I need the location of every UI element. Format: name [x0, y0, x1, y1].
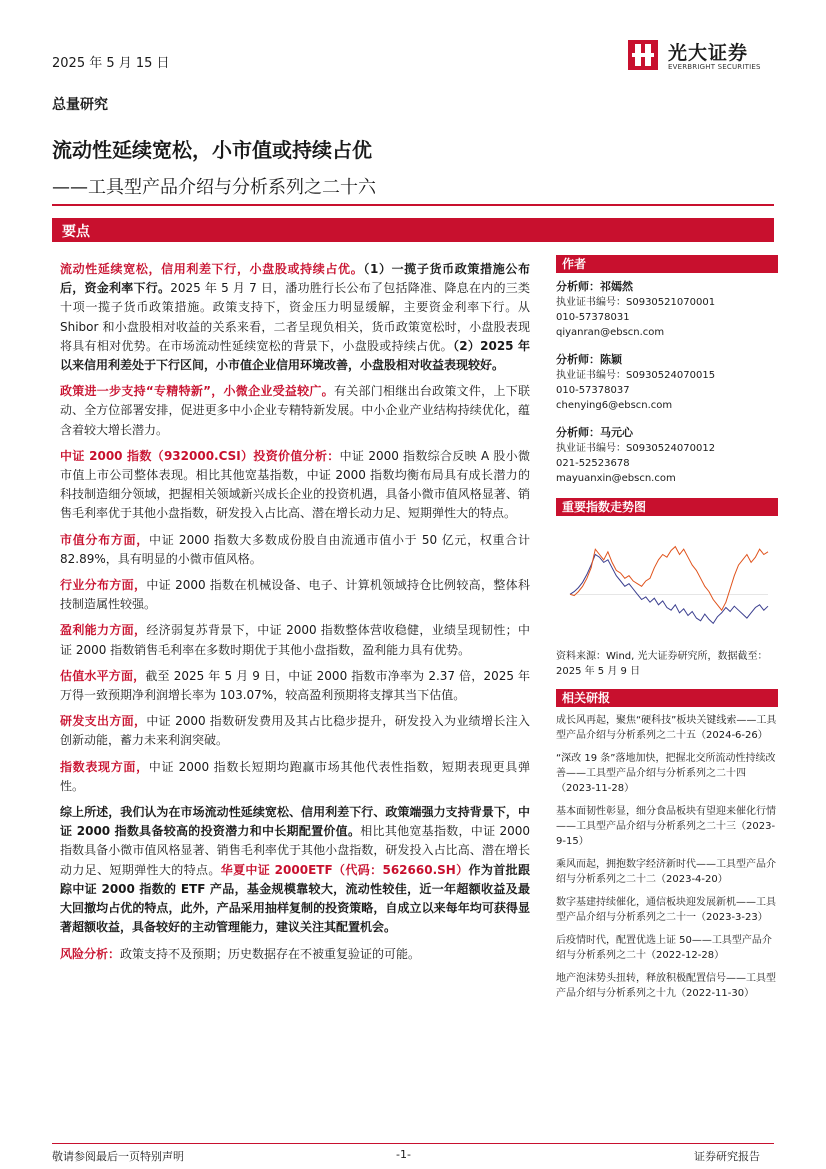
- body-text: 有关部门相继出台政策文件，上下联动、全方位部署安排，促进更多中小企业专精特新发展。中小企业产业结构持续优化，蕴含着较大增长潜力。: [60, 384, 530, 437]
- report-date: 2025 年 5 月 15 日: [52, 56, 170, 71]
- body-text: 中证 2000 指数综合反映 A 股小微市值上市公司整体表现。相比其他宽基指数，中证 2000 指数均衡布局具有成长潜力的科技制造细分领域，把握相关领域新兴成长企业的投资机遇，具备小微市值风格显著、销售毛利率优于其他小盘指数，研发投入占比高、潜在增长动力足、短期弹性大的特点。: [60, 448, 530, 521]
- analyst-name: 分析师：马元心: [556, 426, 633, 439]
- paragraph-performance: [60, 758, 530, 796]
- body-text: 经济弱复苏背景下，中证 2000 指数整体营收稳健，业绩呈现韧性；中证 2000 指数销售毛利率在多数时期优于其他小盘指数，盈利能力具有优势。: [60, 623, 530, 657]
- analyst-email[interactable]: chenying6@ebscn.com: [556, 400, 673, 411]
- body-text: 2025 年 5 月 7 日，潘功胜行长公布了包括降准、降息在内的三类十项一揽子货币政策措施。政策支持下，资金压力明显缓解，主要资金利率下行。从 Shibor 和小盘股相对收益的关系来看，二者呈现负相关，货币政策宽松时，小盘股表现将具有相对优势。在市场流动性延续宽松的背景下，小盘股或持续占优。: [60, 281, 530, 353]
- company-logo: [626, 38, 776, 78]
- main-content: [60, 260, 530, 971]
- highlight-text: 估值水平方面，: [60, 668, 146, 683]
- index-chart: [556, 522, 778, 647]
- highlight-text: 指数表现方面，: [60, 759, 149, 774]
- highlight-text: 研发支出方面，: [60, 714, 147, 729]
- analyst-name: 分析师：祁嫣然: [556, 280, 633, 293]
- related-header: 相关研报: [556, 689, 778, 707]
- paragraph-profitability: [60, 621, 530, 659]
- analyst-cert: 执业证书编号：S0930524070012: [556, 443, 716, 454]
- paragraph-policy: [60, 382, 530, 440]
- highlight-text: 流动性延续宽松，信用利差下行，小盘股或持续占优。: [60, 262, 364, 276]
- analyst-phone: 010-57378037: [556, 385, 630, 396]
- footer-divider: [52, 1143, 774, 1144]
- bold-text: （2）2025 年以来信用利差处于下行区间，小市值企业信用环境改善，小盘股相对收益表现较好。: [60, 338, 530, 373]
- paragraph-industry: [60, 576, 530, 614]
- footer-disclaimer[interactable]: 敬请参阅最后一页特别声明: [52, 1150, 184, 1163]
- paragraph-rnd: [60, 712, 530, 750]
- highlight-text: 盈利能力方面，: [60, 623, 147, 638]
- highlight-text: 政策进一步支持“专精特新”，小微企业受益较广。: [60, 384, 334, 399]
- analyst-card: [556, 425, 778, 486]
- body-text: 中证 2000 指数长短期均跑赢市场其他代表性指数，短期表现更具弹性。: [60, 759, 530, 793]
- paragraph-market-cap: [60, 531, 530, 569]
- paragraph-valuation: [60, 667, 530, 705]
- footer-report-label: 证券研究报告: [694, 1150, 760, 1163]
- page-title: 流动性延续宽松，小市值或持续占优: [52, 138, 372, 162]
- chart-source: 资料来源：Wind, 光大证券研究所，数据截至：2025 年 5 月 9 日: [556, 651, 768, 677]
- logo-name: 光大证券: [668, 42, 749, 64]
- keypoints-bar: [52, 218, 774, 242]
- related-report-link[interactable]: 地产泡沫势头扭转，释放积极配置信号——工具型产品介绍与分析系列之十九（2022-11-30）: [556, 973, 776, 999]
- analyst-card: [556, 279, 778, 340]
- header-divider: [52, 204, 774, 206]
- related-report-link[interactable]: 后疫情时代，配置优选上证 50——工具型产品介绍与分析系列之二十（2022-12-28）: [556, 935, 772, 961]
- paragraph-risk: [60, 945, 530, 964]
- report-type: 总量研究: [52, 97, 108, 113]
- paragraph-index-value: [60, 447, 530, 524]
- related-report-link[interactable]: 成长风再起，聚焦“硬科技”板块关键线索——工具型产品介绍与分析系列之二十五（2024-6-26）: [556, 715, 777, 741]
- sidebar: [556, 255, 778, 1009]
- highlight-text: 市值分布方面，: [60, 532, 149, 547]
- everbright-logo-icon: [626, 38, 660, 72]
- analyst-email[interactable]: qiyanran@ebscn.com: [556, 327, 665, 338]
- related-report-link[interactable]: 基本面韧性彰显，细分食品板块有望迎来催化行情——工具型产品介绍与分析系列之二十三（2023-9-15）: [556, 806, 776, 847]
- paragraph-liquidity: [60, 260, 530, 375]
- related-report-link[interactable]: 乘风而起，拥抱数字经济新时代——工具型产品介绍与分析系列之二十二（2023-4-20）: [556, 859, 776, 885]
- page-subtitle: ——工具型产品介绍与分析系列之二十六: [52, 177, 376, 198]
- keypoints-label: 要点: [62, 224, 90, 240]
- highlight-text: 行业分布方面，: [60, 578, 147, 593]
- body-text: 政策支持不及预期；历史数据存在不被重复验证的可能。: [120, 946, 421, 961]
- page-number: -1-: [396, 1148, 411, 1161]
- body-text: 中证 2000 指数大多数成份股自由流通市值小于 50 亿元，权重合计 82.89%，具有明显的小微市值风格。: [60, 532, 530, 566]
- highlight-text: 华夏中证 2000ETF（代码：562660.SH）: [220, 862, 469, 877]
- bold-text: （1）一揽子货币政策措施公布后，资金利率下行。: [60, 262, 530, 296]
- bold-text: 作为首批跟踪中证 2000 指数的 ETF 产品，基金规模靠较大，流动性较佳，近一年超额收益及最大回撤均占优的特点，此外，产品采用抽样复制的投资策略，自成立以来每年均可获得显著超额收益，具备较好的主动管理能力，建议关注其配置机会。: [60, 862, 530, 935]
- analyst-name: 分析师：陈颖: [556, 353, 622, 366]
- author-header: 作者: [556, 255, 778, 273]
- analyst-phone: 021-52523678: [556, 458, 630, 469]
- body-text: 中证 2000 指数在机械设备、电子、计算机领域持仓比例较高，整体科技制造属性较强。: [60, 578, 530, 612]
- highlight-text: 中证 2000 指数（932000.CSI）投资价值分析：: [60, 448, 340, 463]
- body-text: 截至 2025 年 5 月 9 日，中证 2000 指数市净率为 2.37 倍，2025 年万得一致预期净利润增长率为 103.07%，较高盈利预期将支撑其当下估值。: [60, 668, 530, 703]
- bold-text: 综上所述，我们认为在市场流动性延续宽松、信用利差下行、政策端强力支持背景下，中证 2000 指数具备较高的投资潜力和中长期配置价值。: [60, 805, 530, 839]
- highlight-text: 风险分析：: [60, 946, 121, 961]
- body-text: 中证 2000 指数研发费用及其占比稳步提升，研发投入为业绩增长注入创新动能，蓄力未来利润突破。: [60, 714, 530, 748]
- logo-english: EVERBRIGHT SECURITIES: [668, 63, 761, 71]
- body-text: 相比其他宽基指数，中证 2000 指数具备小微市值风格显著、销售毛利率优于其他小盘指数，研发投入占比高、潜在增长动力足、短期弹性大的特点。: [60, 824, 530, 877]
- analyst-cert: 执业证书编号：S0930521070001: [556, 297, 716, 308]
- analyst-cert: 执业证书编号：S0930524070015: [556, 370, 716, 381]
- chart-header: 重要指数走势图: [556, 498, 778, 516]
- analyst-email[interactable]: mayuanxin@ebscn.com: [556, 473, 676, 484]
- paragraph-conclusion: [60, 803, 530, 937]
- related-report-link[interactable]: “深改 19 条”落地加快，把握北交所流动性持续改善——工具型产品介绍与分析系列之二十四（2023-11-28）: [556, 753, 776, 794]
- analyst-phone: 010-57378031: [556, 312, 630, 323]
- index-trend-chart: [556, 522, 774, 642]
- analyst-card: [556, 352, 778, 413]
- related-report-link[interactable]: 数字基建持续催化，通信板块迎发展新机——工具型产品介绍与分析系列之二十一（2023-3-23）: [556, 897, 776, 923]
